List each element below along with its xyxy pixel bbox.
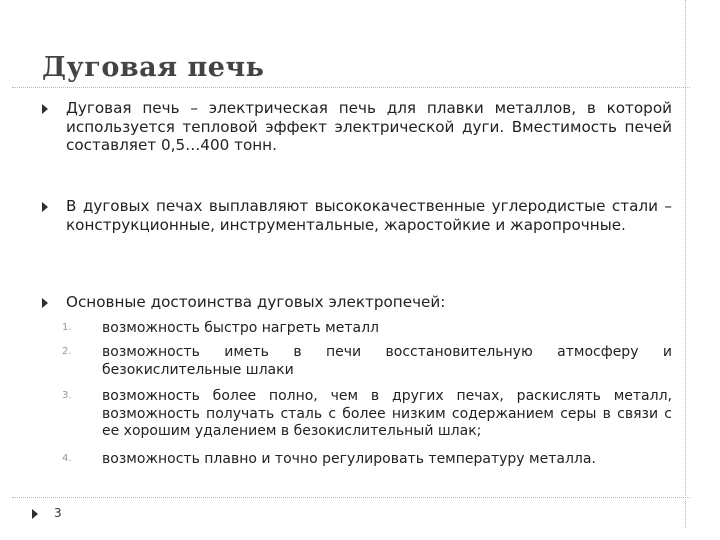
advantage-text: возможность плавно и точно регулировать температуру металла. bbox=[102, 451, 596, 467]
advantage-text: возможность более полно, чем в других печах, раскислять металл, возможность получать сталь с более низким содержанием серы в связи с ее хорошим удалением в безокислительный шлак; bbox=[102, 388, 672, 439]
advantage-number: 2. bbox=[62, 346, 72, 357]
advantage-item-4 bbox=[62, 451, 672, 469]
bullet-item-2 bbox=[40, 197, 672, 234]
advantage-text: возможность иметь в печи восстановительную атмосферу и безокислительные шлаки bbox=[102, 344, 672, 378]
bullet-arrow-icon bbox=[40, 202, 50, 212]
bullet-text: В дуговых печах выплавляют высококачественные углеродистые стали – конструкционные, инструментальные, жаростойкие и жаропрочные. bbox=[66, 197, 672, 234]
title-divider bbox=[12, 87, 690, 88]
advantage-number: 3. bbox=[62, 390, 72, 401]
bullet-text: Дуговая печь – электрическая печь для плавки металлов, в которой используется тепловой эффект электрической дуги. Вместимость печей составляет 0,5…400 тонн. bbox=[66, 99, 672, 154]
advantage-item-1 bbox=[62, 320, 672, 338]
advantage-item-2 bbox=[62, 344, 672, 379]
bullet-arrow-icon bbox=[40, 104, 50, 114]
slide-title: Дуговая печь bbox=[42, 52, 265, 83]
vertical-divider bbox=[685, 0, 686, 528]
bullet-text: Основные достоинства дуговых электропечей: bbox=[66, 293, 446, 311]
advantage-number: 1. bbox=[62, 322, 72, 333]
advantage-number: 4. bbox=[62, 453, 72, 464]
footer-divider bbox=[12, 497, 690, 498]
advantage-text: возможность быстро нагреть металл bbox=[102, 320, 379, 336]
advantage-item-3 bbox=[62, 388, 672, 441]
footer-arrow-icon bbox=[30, 509, 40, 519]
bullet-arrow-icon bbox=[40, 298, 50, 308]
bullet-item-3 bbox=[40, 293, 672, 312]
page-number: 3 bbox=[54, 506, 62, 520]
bullet-item-1 bbox=[40, 99, 672, 155]
